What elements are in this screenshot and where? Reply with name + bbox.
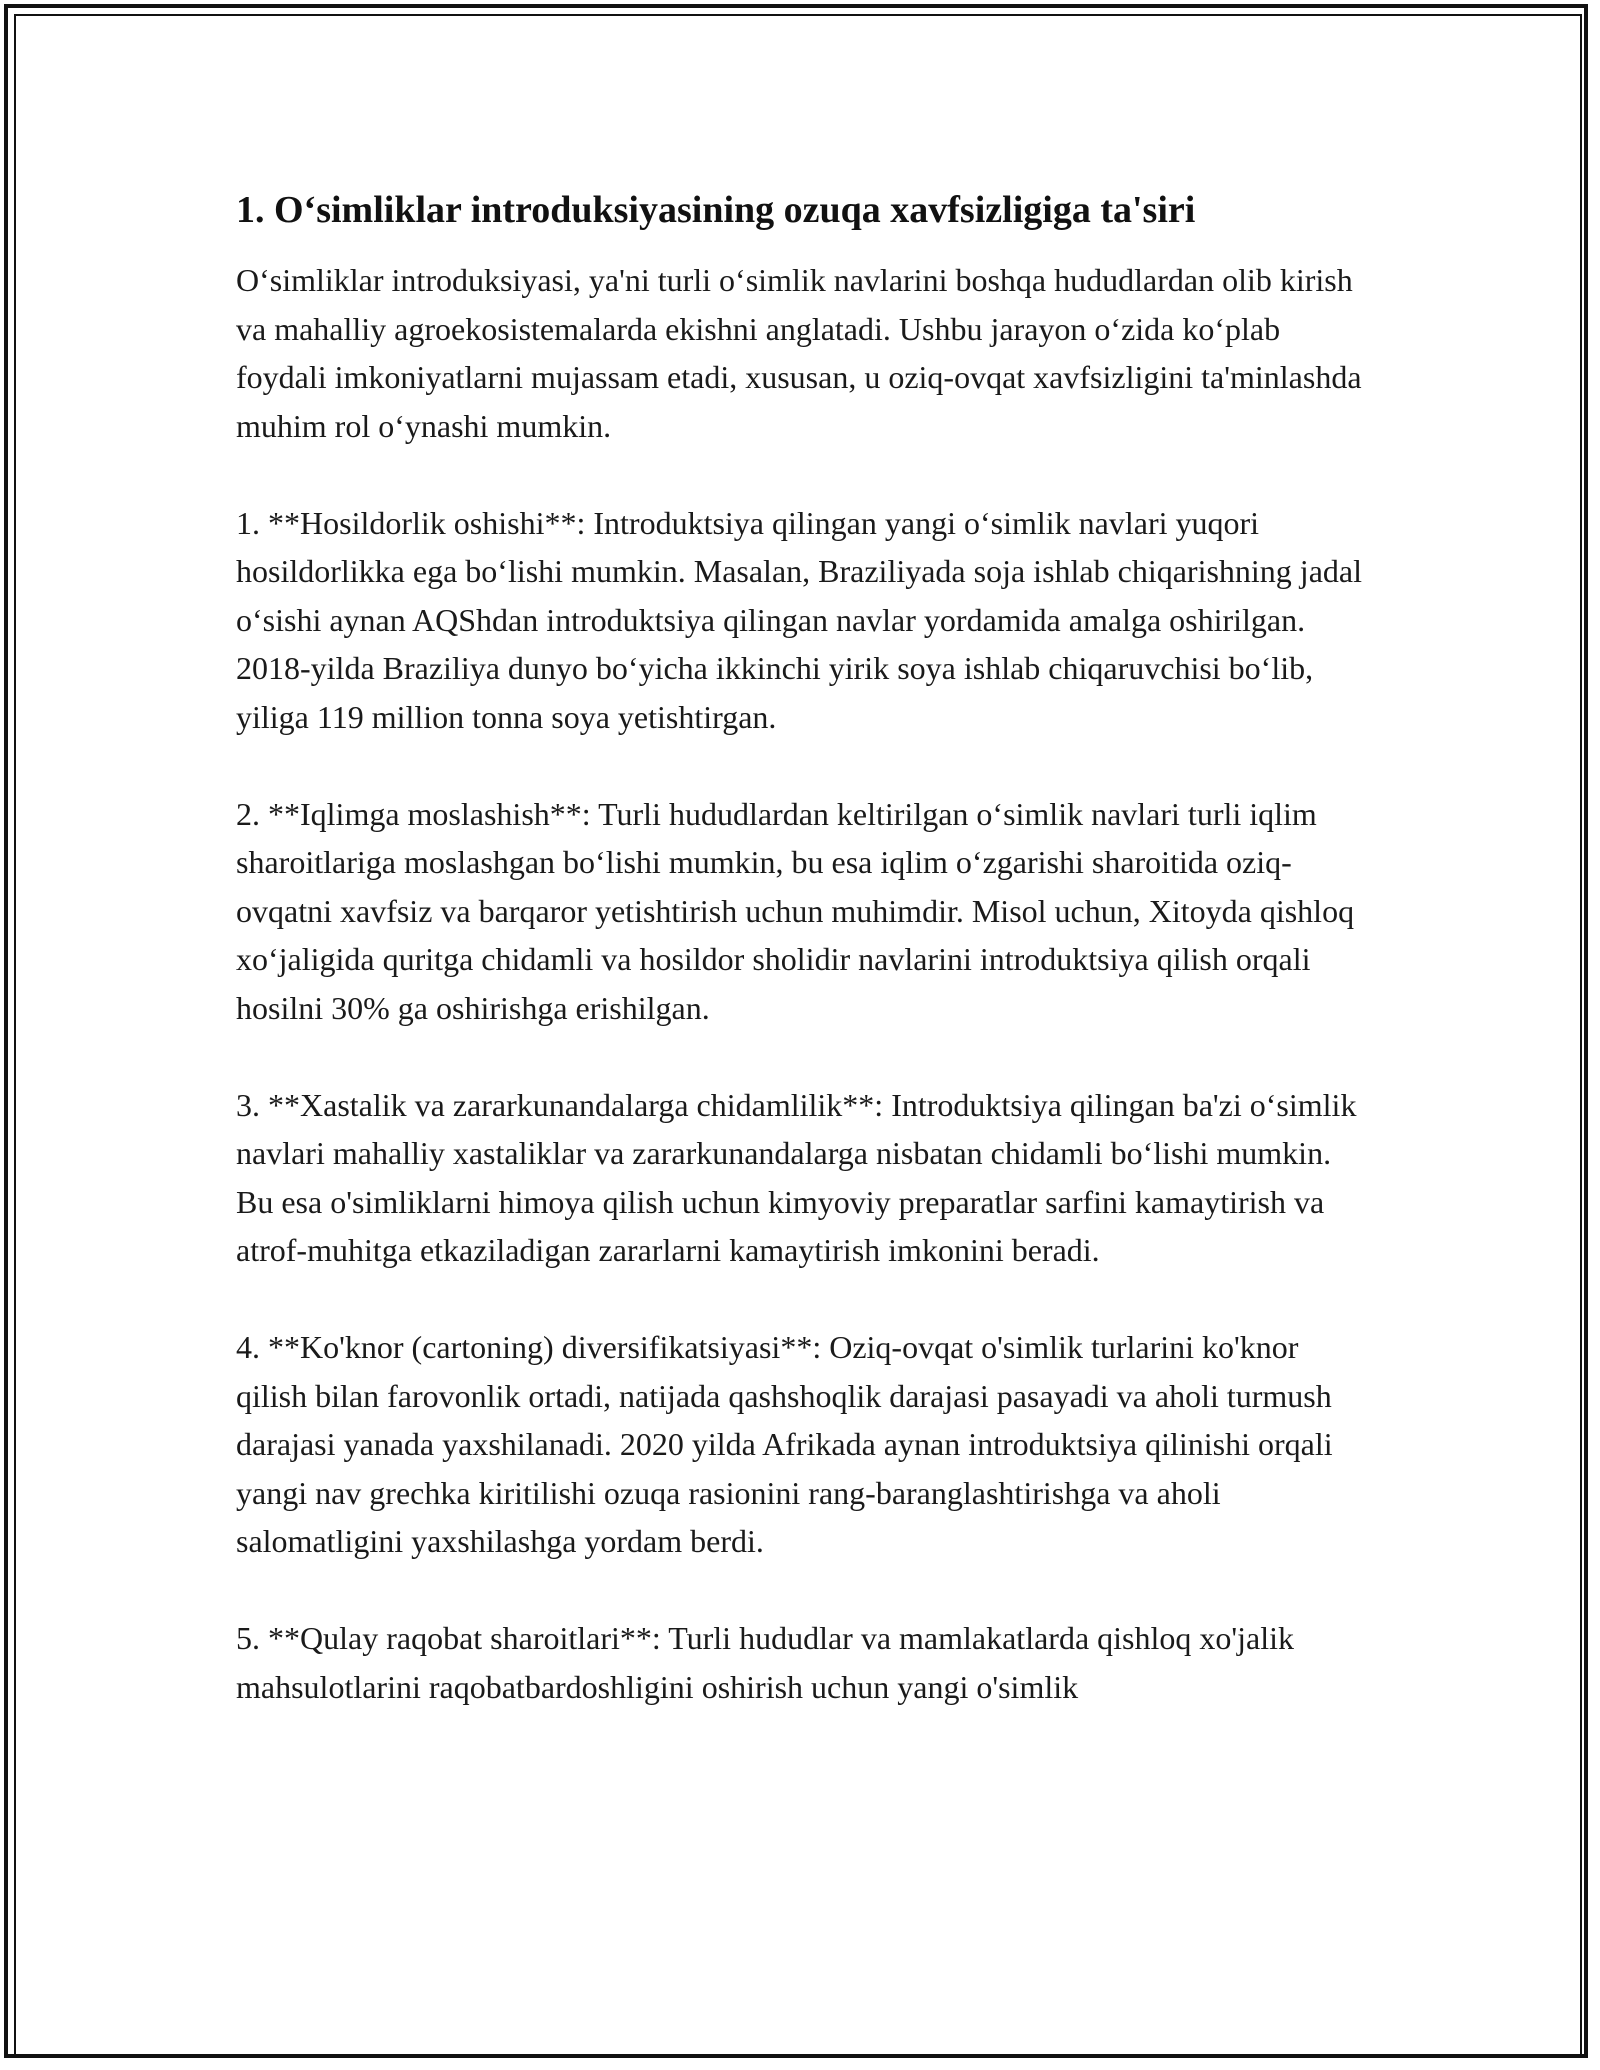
- paragraph-iqlim: 2. **Iqlimga moslashish**: Turli hududlardan keltirilgan o‘simlik navlari turli iqlim sharoitlariga moslashgan bo‘lishi mumkin, bu esa iqlim o‘zgarishi sharoitida oziq-ovqatni xavfsiz va barqaror yetishtirish uchun muhimdir. Misol uchun, Xitoyda qishloq xo‘jaligida quritga chidamli va hosildor sholidir navlarini introduktsiya qilish orqali hosilni 30% ga oshirishga erishilgan.: [236, 795, 1355, 1026]
- document-title: 1. O‘simliklar introduksiyasining ozuqa xavfsizligiga ta'siri: [236, 189, 1196, 231]
- intro-paragraph: O‘simliklar introduksiyasi, ya'ni turli o‘simlik navlarini boshqa hududlardan olib kirish va mahalliy agroekosistemalarda ekishni anglatadi. Ushbu jarayon o‘zida ko‘plab foydali imkoniyatlarni mujassam etadi, xususan, u oziq-ovqat xavfsizligini ta'minlashda muhim rol o‘ynashi mumkin.: [236, 262, 1362, 444]
- paragraph-xastalik: 3. **Xastalik va zararkunandalarga chidamlilik**: Introduktsiya qilingan ba'zi o‘simlik navlari mahalliy xastaliklar va zararkunandalarga nisbatan chidamli bo‘lishi mumkin. Bu esa o'simliklarni himoya qilish uchun kimyoviy preparatlar sarfini kamaytirish va atrof-muhitga etkaziladigan zararlarni kamaytirish imkonini beradi.: [236, 1086, 1357, 1268]
- document-body: [236, 186, 1376, 1760]
- paragraph-raqobat: 5. **Qulay raqobat sharoitlari**: Turli hududlar va mamlakatlarda qishloq xo'jalik mahsulotlarini raqobatbardoshligini oshirish uchun yangi o'simlik: [236, 1620, 1295, 1705]
- paragraph-diversifikatsiya: 4. **Ko'knor (cartoning) diversifikatsiyasi**: Oziq-ovqat o'simlik turlarini ko'knor qilish bilan farovonlik ortadi, natijada qashshoqlik darajasi pasayadi va aholi turmush darajasi yanada yaxshilanadi. 2020 yilda Afrikada aynan introduktsiya qilinishi orqali yangi nav grechka kiritilishi ozuqa rasionini rang-baranglashtirishga va aholi salomatligini yaxshilashga yordam berdi.: [236, 1329, 1333, 1559]
- paragraph-hosildorlik: 1. **Hosildorlik oshishi**: Introduktsiya qilingan yangi o‘simlik navlari yuqori hosildorlikka ega bo‘lishi mumkin. Masalan, Braziliyada soja ishlab chiqarishning jadal o‘sishi aynan AQShdan introduktsiya qilingan navlar yordamida amalga oshirilgan. 2018-yilda Braziliya dunyo bo‘yicha ikkinchi yirik soya ishlab chiqaruvchisi bo‘lib, yiliga 119 million tonna soya yetishtirgan.: [236, 504, 1362, 735]
